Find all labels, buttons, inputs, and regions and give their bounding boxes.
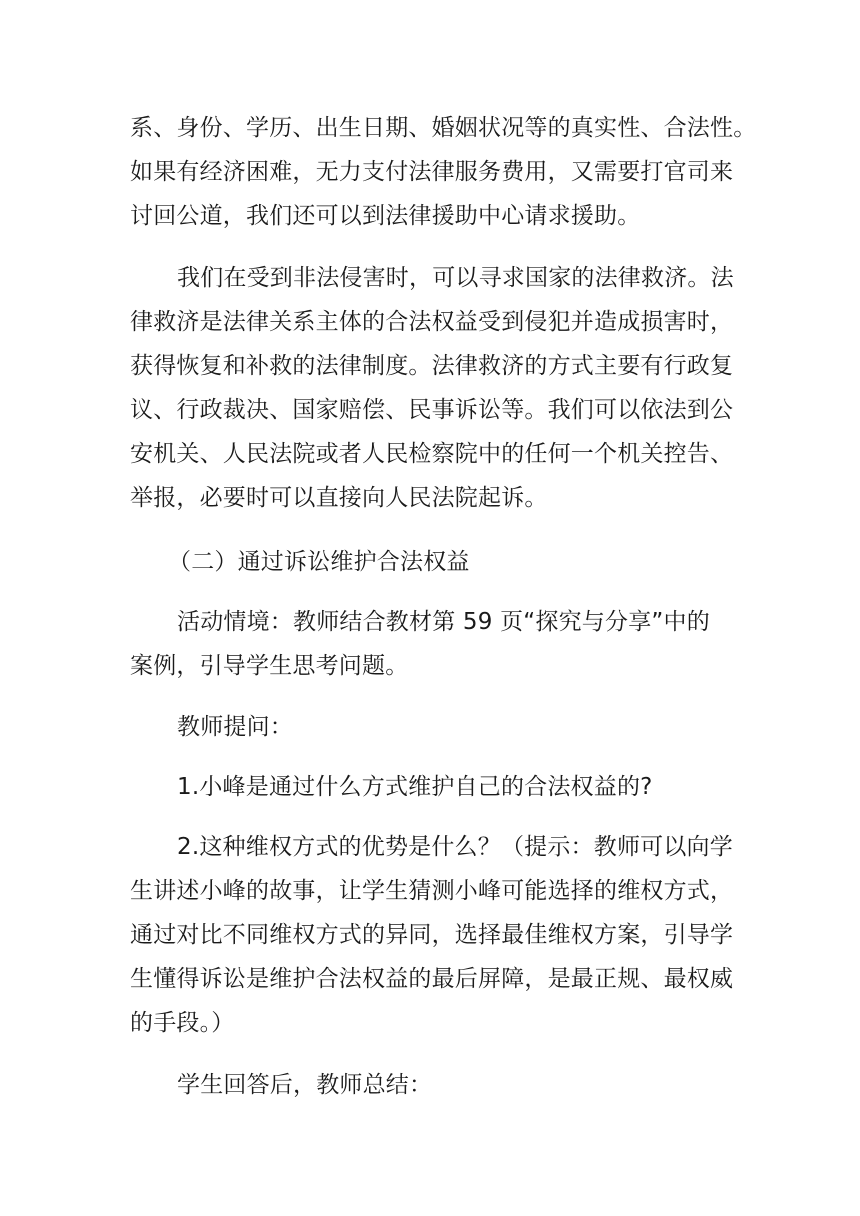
paragraph-line: 举报，必要时可以直接向人民法院起诉。 xyxy=(130,485,548,511)
section-heading: （二）通过诉讼维护合法权益 xyxy=(168,549,470,575)
paragraph-line: 教师提问： xyxy=(177,714,293,740)
paragraph-line: 安机关、人民法院或者人民检察院中的任何一个机关控告、 xyxy=(130,441,734,467)
paragraph-line: 如果有经济困难，无力支付法律服务费用，又需要打官司来 xyxy=(130,159,734,185)
paragraph-line: 活动情境：教师结合教材第 59 页“探究与分享”中的 xyxy=(177,609,710,635)
paragraph-line: 律救济是法律关系主体的合法权益受到侵犯并造成损害时， xyxy=(130,309,734,335)
paragraph-line: 生讲述小峰的故事，让学生猜测小峰可能选择的维权方式， xyxy=(130,878,734,904)
paragraph-line: 的手段。） xyxy=(130,1010,235,1036)
paragraph-line: 学生回答后，教师总结： xyxy=(177,1072,433,1098)
paragraph-line: 通过对比不同维权方式的异同，选择最佳维权方案，引导学 xyxy=(130,922,734,948)
paragraph-line: 我们在受到非法侵害时，可以寻求国家的法律救济。法 xyxy=(177,265,734,291)
paragraph-line: 系、身份、学历、出生日期、婚姻状况等的真实性、合法性。 xyxy=(130,115,757,141)
paragraph-line: 生懂得诉讼是维护合法权益的最后屏障，是最正规、最权威 xyxy=(130,966,734,992)
paragraph-line: 议、行政裁决、国家赔偿、民事诉讼等。我们可以依法到公 xyxy=(130,397,734,423)
paragraph-line: 获得恢复和补救的法律制度。法律救济的方式主要有行政复 xyxy=(130,353,734,379)
question-item: 1.小峰是通过什么方式维护自己的合法权益的? xyxy=(177,774,653,800)
paragraph-line: 案例，引导学生思考问题。 xyxy=(130,653,409,679)
paragraph-line: 讨回公道，我们还可以到法律援助中心请求援助。 xyxy=(130,203,641,229)
question-item: 2.这种维权方式的优势是什么？（提示：教师可以向学 xyxy=(177,834,733,860)
